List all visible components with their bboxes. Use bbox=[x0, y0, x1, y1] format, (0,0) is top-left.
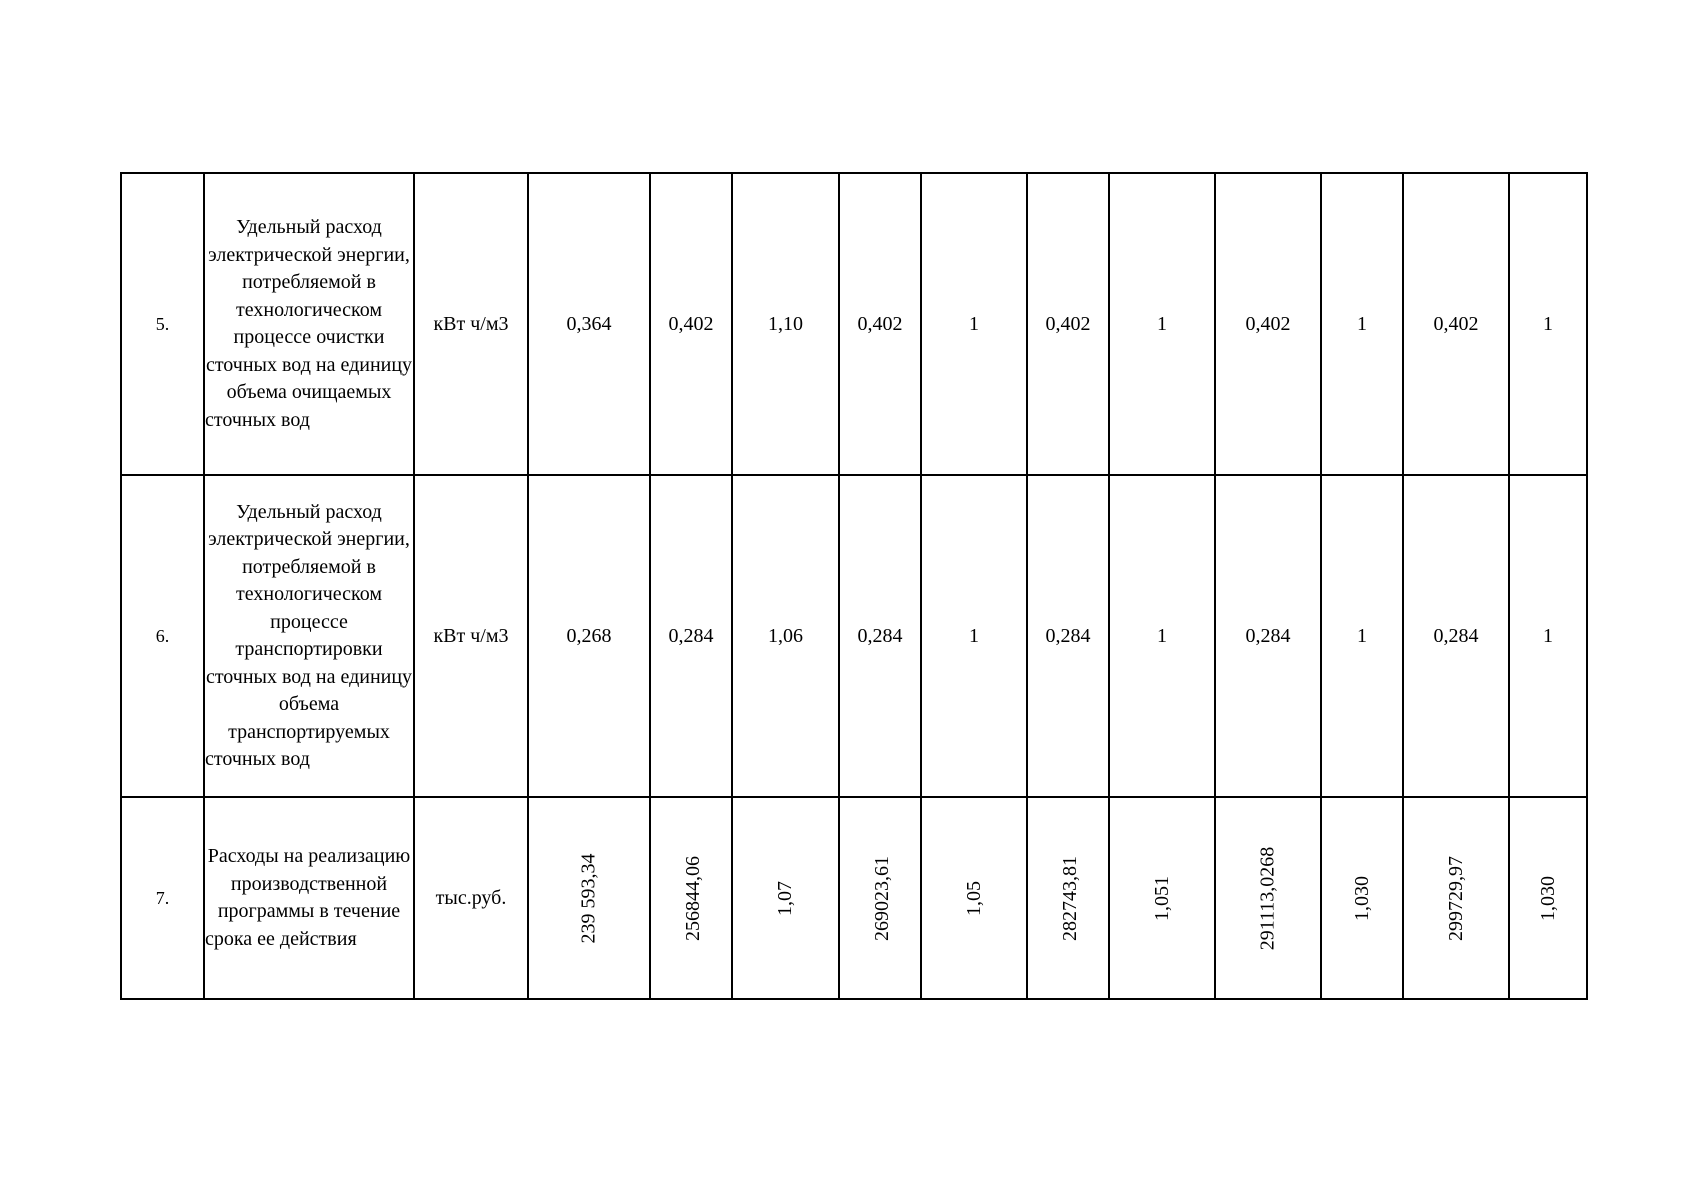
row-number: 7. bbox=[121, 797, 204, 999]
row-unit: кВт ч/м3 bbox=[414, 173, 528, 475]
row-number: 6. bbox=[121, 475, 204, 797]
value-cell: 1 bbox=[1109, 475, 1215, 797]
rotated-value: 1,030 bbox=[1350, 875, 1373, 921]
rotated-value: 291113,0268 bbox=[1256, 846, 1279, 950]
rotated-value: 1,051 bbox=[1150, 875, 1173, 921]
value-cell: 0,284 bbox=[650, 475, 732, 797]
row-unit: тыс.руб. bbox=[414, 797, 528, 999]
rotated-value: 1,030 bbox=[1536, 875, 1559, 921]
value-cell: 0,364 bbox=[528, 173, 650, 475]
value-cell: 0,284 bbox=[1215, 475, 1321, 797]
rotated-value: 282743,81 bbox=[1059, 855, 1081, 941]
value-cell: 1 bbox=[1509, 173, 1587, 475]
row-description: Удельный расход электрической энергии, потребляемой в технологическом процессе транспортировки сточных вод на единицу объема транспортируемых сточных вод bbox=[204, 475, 414, 797]
table-row bbox=[121, 797, 1587, 999]
table-row bbox=[121, 173, 1587, 475]
value-cell bbox=[1321, 797, 1403, 999]
value-cell: 0,284 bbox=[839, 475, 921, 797]
row-number: 5. bbox=[121, 173, 204, 475]
value-cell: 0,284 bbox=[1027, 475, 1109, 797]
indicators-table bbox=[120, 172, 1588, 1000]
value-cell bbox=[1109, 797, 1215, 999]
value-cell: 0,402 bbox=[1027, 173, 1109, 475]
row-description: Удельный расход электрической энергии, потребляемой в технологическом процессе очистки сточных вод на единицу объема очищаемых сточных вод bbox=[204, 173, 414, 475]
value-cell: 1 bbox=[921, 475, 1027, 797]
rotated-value: 299729,97 bbox=[1444, 855, 1467, 941]
value-cell: 0,402 bbox=[1403, 173, 1509, 475]
value-cell: 0,268 bbox=[528, 475, 650, 797]
table-row bbox=[121, 475, 1587, 797]
value-cell bbox=[732, 797, 839, 999]
value-cell bbox=[921, 797, 1027, 999]
value-cell: 0,402 bbox=[650, 173, 732, 475]
value-cell: 0,402 bbox=[1215, 173, 1321, 475]
rotated-value: 256844,06 bbox=[682, 855, 704, 941]
rotated-value: 1,05 bbox=[962, 880, 985, 916]
rotated-value: 269023,61 bbox=[871, 855, 893, 941]
value-cell bbox=[650, 797, 732, 999]
value-cell: 1 bbox=[1321, 173, 1403, 475]
value-cell: 1 bbox=[1509, 475, 1587, 797]
value-cell: 0,284 bbox=[1403, 475, 1509, 797]
value-cell bbox=[1509, 797, 1587, 999]
value-cell: 1 bbox=[1321, 475, 1403, 797]
value-cell: 1 bbox=[921, 173, 1027, 475]
row-description: Расходы на реализацию производственной программы в течение срока ее действия bbox=[204, 797, 414, 999]
value-cell bbox=[528, 797, 650, 999]
rotated-value: 239 593,34 bbox=[577, 853, 600, 943]
value-cell bbox=[839, 797, 921, 999]
value-cell bbox=[1403, 797, 1509, 999]
row-unit: кВт ч/м3 bbox=[414, 475, 528, 797]
value-cell bbox=[1215, 797, 1321, 999]
rotated-value: 1,07 bbox=[774, 880, 796, 916]
value-cell: 1,06 bbox=[732, 475, 839, 797]
value-cell: 1,10 bbox=[732, 173, 839, 475]
value-cell bbox=[1027, 797, 1109, 999]
value-cell: 0,402 bbox=[839, 173, 921, 475]
value-cell: 1 bbox=[1109, 173, 1215, 475]
